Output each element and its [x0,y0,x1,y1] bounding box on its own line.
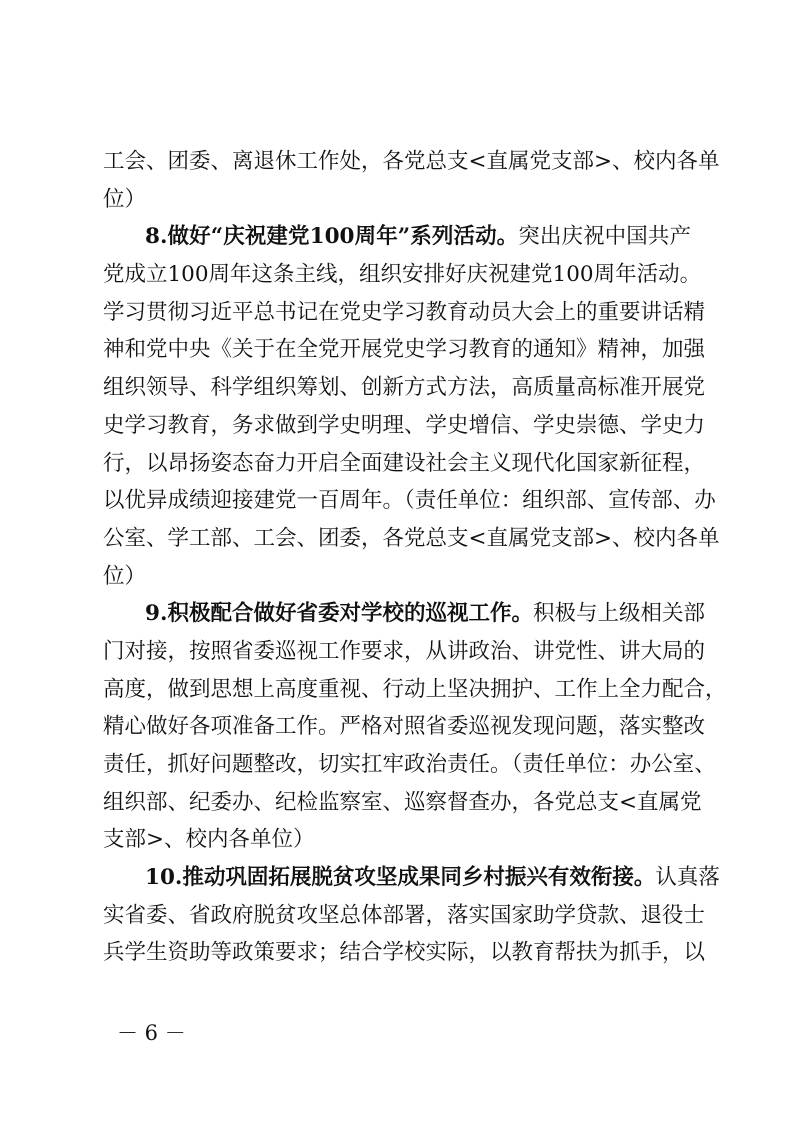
section-9-heading-line [103,595,705,633]
section-9-title: 9.积极配合做好省委对学校的巡视工作。 [145,601,533,627]
section-9-text: 积极与上级相关部 [532,601,705,627]
text-line: 以优异成绩迎接建党一百周年。（责任单位：组织部、宣传部、办 [103,488,716,514]
section-10-title: 10.推动巩固拓展脱贫攻坚成果同乡村振兴有效衔接。 [145,865,656,891]
section-10-text: 认真落 [655,865,720,891]
text-line: 组织部、纪委办、纪检监察室、巡察督查办，各党总支<直属党 [103,789,702,815]
text-line: 工会、团委、离退休工作处，各党总支<直属党支部>、校内各单 [103,149,720,174]
text-line: 高度，做到思想上高度重视、行动上坚决拥护、工作上全力配合， [103,676,727,702]
text-line: 兵学生资助等政策要求；结合学校实际，以教育帮扶为抓手，以 [103,940,706,966]
text-line: 支部>、校内各单位） [103,827,315,853]
text-line: 组织领导、科学组织筹划、创新方式方法，高质量高标准开展党 [103,375,706,401]
text-line: 史学习教育，务求做到学史明理、学史增信、学史崇德、学史力 [103,412,706,438]
document-body [103,143,727,972]
text-line: 神和党中央《关于在全党开展党史学习教育的通知》精神，加强 [103,337,706,363]
text-line: 公室、学工部、工会、团委，各党总支<直属党支部>、校内各单 [103,525,720,551]
text-line: 位） [103,563,147,589]
section-10-heading-line [103,859,720,897]
page-number: － 6 － [117,1021,186,1045]
text-line: 精心做好各项准备工作。严格对照省委巡视发现问题，落实整改 [103,714,706,740]
text-line: 实省委、省政府脱贫攻坚总体部署，落实国家助学贷款、退役士 [103,902,706,928]
text-line: 行，以昂扬姿态奋力开启全面建设社会主义现代化国家新征程， [103,450,706,476]
section-8-heading-line [103,218,691,256]
section-8-title: 8.做好“庆祝建党100周年”系列活动。 [145,224,519,250]
text-line: 位） [103,186,147,212]
text-line: 党成立100周年这条主线，组织安排好庆祝建党100周年活动。 [103,262,702,288]
text-line: 门对接，按照省委巡视工作要求，从讲政治、讲党性、讲大局的 [103,638,706,664]
text-line: 责任，抓好问题整改，切实扛牢政治责任。（责任单位：办公室、 [103,752,716,777]
section-8-text: 突出庆祝中国共产 [518,224,691,250]
text-line: 学习贯彻习近平总书记在党史学习教育动员大会上的重要讲话精 [103,299,706,325]
